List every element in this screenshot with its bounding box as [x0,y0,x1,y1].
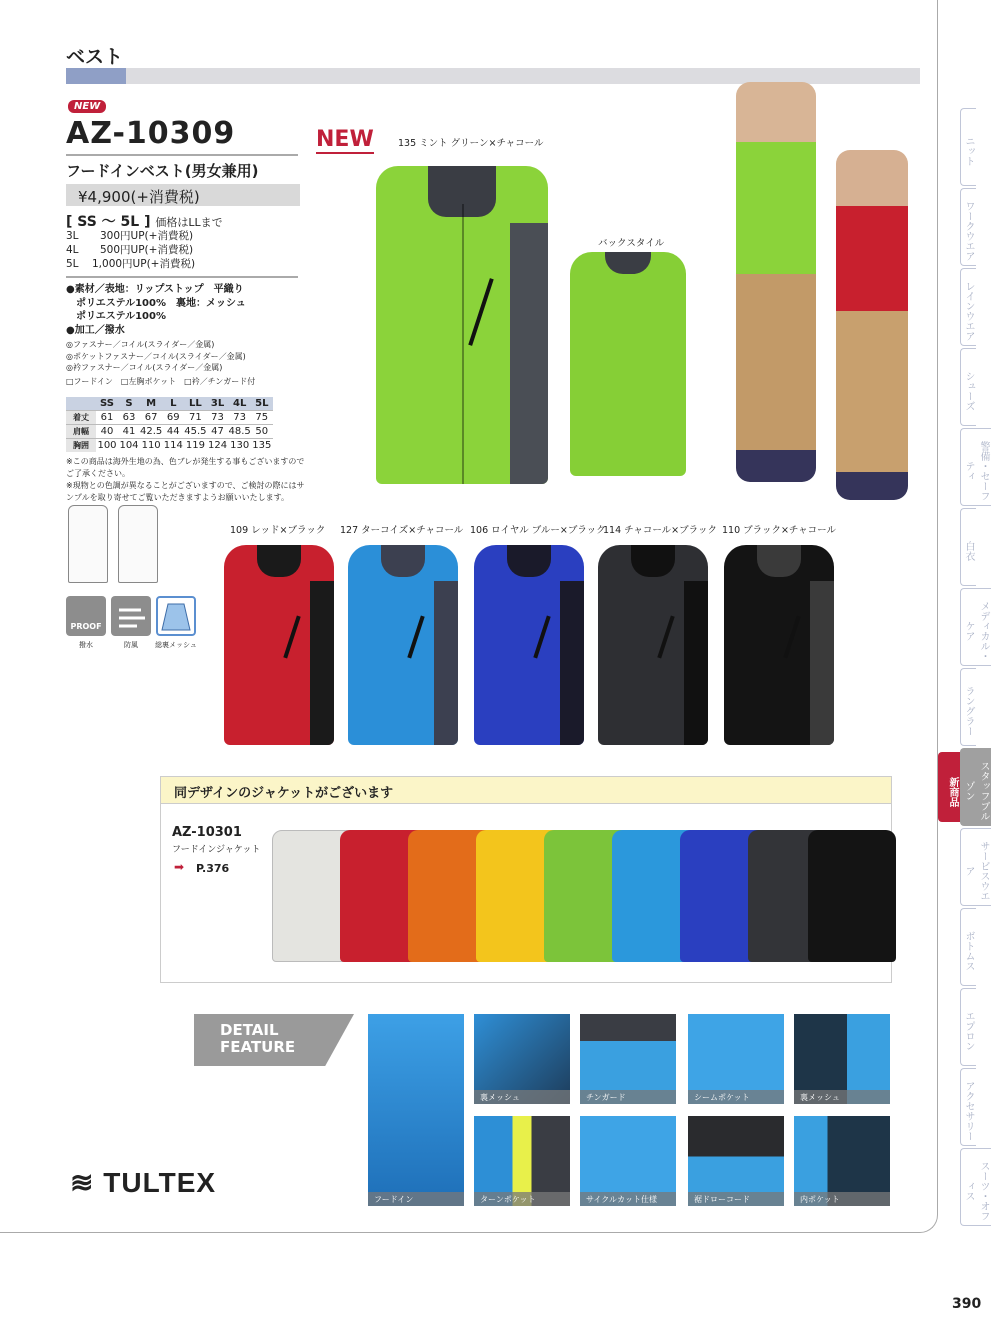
female-model-photo [836,150,908,500]
size-cell: 63 [118,411,140,425]
size-cell: 胸囲 [66,439,96,453]
size-cell: 41 [118,425,140,439]
detail-feature-text [220,1022,295,1056]
vest-side-panel [810,581,834,745]
size-range-value: [ SS ～ 5L ] [66,214,151,230]
note-line: ※現物との色調が異なることがございますので、ご検討の際にはサンプルを取り寄せてご覧いただきますようお願いいたします。 [66,481,305,502]
detail-caption: チンガード [580,1090,676,1104]
color-vest-red [224,545,334,745]
tab-accessory[interactable]: アクセサリー [960,1068,976,1146]
back-caption: バックスタイル [598,238,665,249]
main-vest-image [376,166,548,484]
size-cell: 45.5 [184,426,207,437]
mesh-lining-icon [156,596,196,636]
size-header-cell: 4L [229,397,251,411]
extra-size: 3L [66,230,79,242]
note-line: ※この商品は海外生地の為、色ブレが発生する事もございますのでご了承ください。 [66,457,305,478]
size-cell: 124 [207,440,228,451]
color-caption: 114 チャコール×ブラック [603,525,717,536]
brand-logo [70,1166,216,1199]
size-header-cell: M [140,397,162,411]
color-vest-black [724,545,834,745]
table-row [66,439,273,453]
tab-apron[interactable]: エプロン [960,988,976,1066]
main-new-label: NEW [316,127,374,152]
feature-label: 総裏メッシュ [155,641,197,649]
detail-image-mesh [474,1014,570,1104]
tab-staff-blouson[interactable]: スタッフブルゾン [960,748,991,826]
vest-pocket [407,615,424,658]
tab-wrangler[interactable]: ラングラー [960,668,976,746]
proof-icon [66,596,106,636]
brand-name: TULTEX [103,1167,217,1198]
material-line: ポリエステル100% 裏地：メッシュ [66,297,246,309]
detail-caption: 裏メッシュ [794,1090,890,1104]
page-border [0,1232,920,1233]
color-vest-turquoise [348,545,458,745]
detail-image-hood [368,1014,464,1206]
back-sketch [118,505,158,583]
notes [66,456,306,504]
arrow-right-icon: ➡ [174,860,185,874]
detail-image-turn-pocket [474,1116,570,1206]
size-range-note: 価格はLLまで [155,216,223,229]
vest-side-panel [560,581,584,745]
divider [66,276,298,278]
size-cell: 73 [229,411,251,425]
extra-size: 4L [66,244,79,256]
tab-medical[interactable]: メディカル・ケア [960,588,991,666]
vest-pocket [657,615,674,658]
product-name: フードインベスト(男女兼用) [66,162,259,180]
detail-caption: 内ポケット [794,1192,890,1206]
size-table [66,397,273,452]
size-cell: 肩幅 [66,425,96,439]
option-line: ◎ポケットファスナー／コイル(スライダー／金属) [66,351,246,361]
option-line: ◎衿ファスナー／コイル(スライダー／金属) [66,363,223,372]
table-row [66,411,273,425]
color-caption: 110 ブラック×チャコール [722,525,836,536]
new-badge: NEW [68,100,106,113]
color-caption: 106 ロイヤル ブルー×ブラック [470,525,606,536]
tab-new-products[interactable]: 新商品 [938,752,960,822]
vest-pocket [533,615,550,658]
size-cell: 50 [251,425,273,439]
size-header-cell: SS [96,397,118,411]
feature-label: 防風 [124,641,138,649]
tab-bottoms[interactable]: ボトムス [960,908,976,986]
product-code: AZ-10309 [66,116,236,151]
size-table-header [66,397,273,411]
size-cell: 48.5 [228,426,251,437]
size-cell: 135 [252,440,272,451]
material-line: ●加工／撥水 [66,324,125,336]
vest-side-panel [310,581,334,745]
option-line: ◎ファスナー／コイル(スライダー／金属) [66,340,215,349]
size-cell: 47 [207,425,229,439]
tab-security[interactable]: 警備・セーフティ [960,428,991,506]
extra-price-row [66,243,193,257]
jacket-icon [158,598,194,634]
extra-price: 500円UP(+消費税) [100,244,194,256]
jacket-section-title: 同デザインのジャケットがございます [174,786,394,801]
table-row [66,425,273,439]
page-number: 390 [952,1296,982,1312]
size-cell: 44 [162,425,184,439]
size-cell: 114 [163,440,183,451]
tab-shoes[interactable]: シューズ [960,348,976,426]
size-header-cell [66,397,96,411]
material-line: ●素材／表地：リップストップ 平織り [66,284,244,295]
feature-checks: □フードイン □左胸ポケット □衿／チンガード付 [66,377,256,386]
size-cell: 61 [96,411,118,425]
size-cell: 42.5 [140,426,163,437]
size-cell: 110 [141,440,161,451]
wind-icon [111,596,151,636]
extra-price: 1,000円UP(+消費税) [92,258,196,270]
detail-image-inner-pocket [794,1116,890,1206]
product-price: ¥4,900(+消費税) [78,188,200,206]
detail-caption: ターンポケット [474,1192,570,1206]
detail-tag-line: FEATURE [220,1038,296,1056]
detail-caption: フードイン [368,1192,464,1206]
size-header-cell: S [118,397,140,411]
divider [66,154,298,156]
back-vest-image [570,252,686,476]
vest-zip [462,204,464,484]
vest-side-panel [434,581,458,745]
category-title: ベスト [66,46,124,68]
size-cell: 130 [230,440,250,451]
size-cell: 着丈 [66,411,96,425]
size-cell: 119 [185,440,205,451]
size-header-cell: 3L [207,397,229,411]
size-header-cell: 5L [251,397,273,411]
size-cell: 67 [140,411,162,425]
size-cell: 69 [162,411,184,425]
vest-collar [507,545,551,577]
material-line: ポリエステル100% [66,311,166,322]
jacket-code: AZ-10301 [172,825,242,840]
tab-service-wear[interactable]: サービスウエア [960,828,991,906]
size-cell: 104 [119,440,139,451]
size-cell: 75 [251,411,273,425]
material-info [66,283,246,337]
tab-rainwear[interactable]: レインウエア [960,268,976,346]
detail-image-seam-pocket [688,1014,784,1104]
tab-workwear[interactable]: ワークウエア [960,188,976,266]
vest-pocket [783,615,800,658]
detail-tag-line: DETAIL [220,1021,279,1039]
size-cell: 71 [184,411,206,425]
option-info [66,339,246,374]
color-vest-royal-blue [474,545,584,745]
color-caption: 127 ターコイズ×チャコール [340,525,464,536]
side-index-tabs [960,108,1000,1228]
proof-icon-text: PROOF [70,622,102,631]
vest-collar [605,252,651,274]
front-sketch [68,505,108,583]
extra-size: 5L [66,258,79,270]
color-vest-charcoal [598,545,708,745]
tab-white-coat[interactable]: 白衣 [960,508,976,586]
vest-collar [631,545,675,577]
size-range [66,211,223,231]
detail-image-drawcord [688,1116,784,1206]
size-cell: 100 [97,440,117,451]
page-border-curve [920,0,938,1233]
extra-price-row [66,229,193,243]
detail-image-cycle-cut [580,1116,676,1206]
jacket-page-ref[interactable]: P.376 [196,862,230,875]
category-bar-accent [66,68,126,84]
main-caption: 135 ミント グリーン×チャコール [398,138,544,149]
feature-label: 撥水 [79,641,93,649]
detail-caption: シームポケット [688,1090,784,1104]
vest-collar [757,545,801,577]
detail-caption: 裏メッシュ [474,1090,570,1104]
color-caption: 109 レッド×ブラック [230,525,326,536]
tab-knit[interactable]: ニット [960,108,976,186]
vest-pocket [283,615,300,658]
size-header-cell: L [162,397,184,411]
vest-side-panel [684,581,708,745]
extra-price-row [66,257,195,271]
detail-image-chin-guard [580,1014,676,1104]
size-cell: 73 [207,411,229,425]
jacket-image [808,830,896,962]
vest-collar [257,545,301,577]
windproof-icon [111,596,151,636]
size-header-cell: LL [184,397,206,411]
vest-side-panel [510,223,548,484]
detail-image-mesh-2 [794,1014,890,1104]
detail-caption: 裾ドローコード [688,1192,784,1206]
male-model-photo [736,82,816,482]
vest-pocket [468,278,493,346]
brand-mark-icon: ≋ [70,1167,104,1198]
extra-price: 300円UP(+消費税) [100,230,194,242]
jacket-name: フードインジャケット [172,845,261,855]
tab-suits-office[interactable]: スーツ・オフィス [960,1148,991,1226]
detail-caption: サイクルカット仕様 [580,1192,676,1206]
size-cell: 40 [96,425,118,439]
vest-collar [381,545,425,577]
